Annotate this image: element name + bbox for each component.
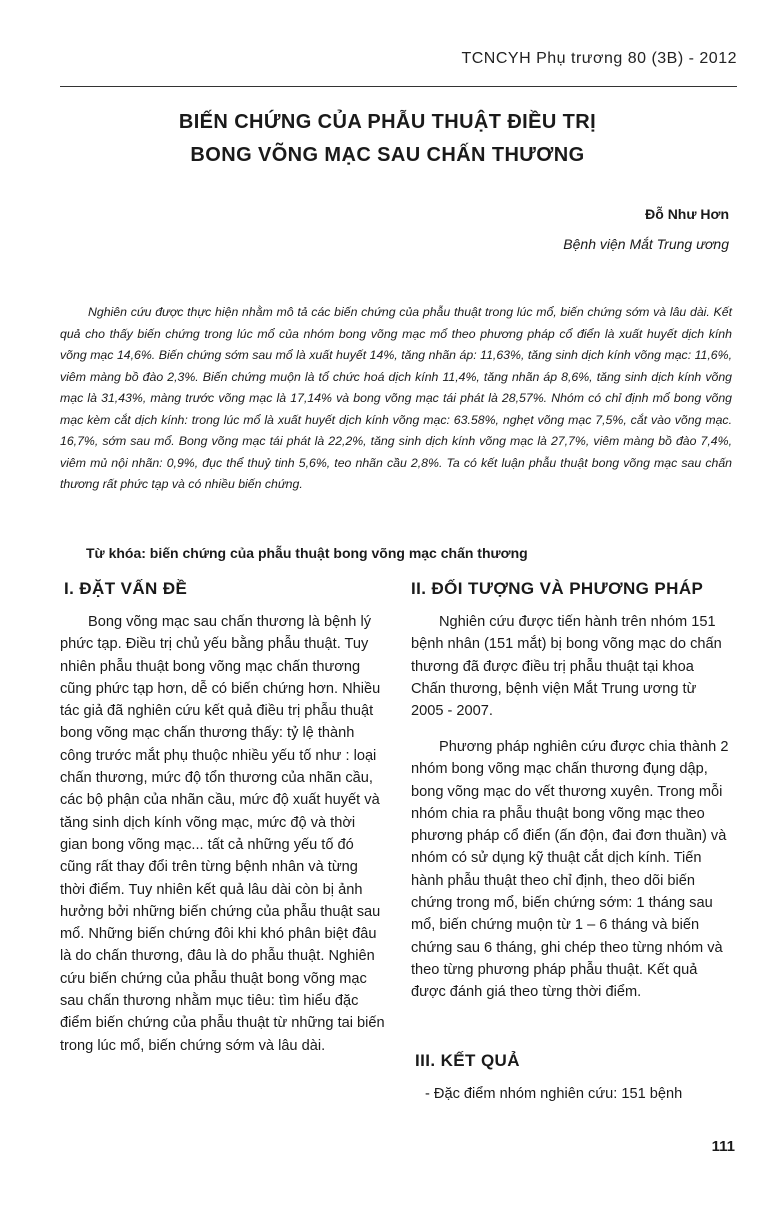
section-heading-results: III. KẾT QUẢ — [415, 1051, 520, 1070]
intro-paragraph: Bong võng mạc sau chấn thương là bệnh lý phức tạp. Điều trị chủ yếu bằng phẫu thuật. Tuy nhiên phẫu thuật bong võng mạc chấn thương cũng phức tạp hơn, dễ có biến chứng hơn. Nhiều tác giả đã nghiên cứu kết quả điều trị phẫu thuật bong võng mạc chấn thương thấy: tỷ lệ thành công trước mắt phụ thuộc nhiều yếu tố như : loại chấn thương, mức độ tổn thương của nhãn cầu, các bộ phận của nhãn cầu, mức độ xuất huyết và tăng sinh dịch kính võng mạc, mức độ và thời gian bong võng mạc... tất cả những yếu tố đó cũng rất thay đổi trên từng bệnh nhân và từng thời điểm. Tuy nhiên kết quả lâu dài còn bị ảnh hưởng bởi những biến chứng của phẫu thuật sau mổ. Những biến chứng đôi khi khó phân biệt đâu là do chấn thương, đâu là do phẫu thuật. Nghiên cứu biến chứng của phẫu thuật bong võng mạc sau chấn thương nhằm mục tiêu: tìm hiểu đặc điểm biến chứng của phẫu thuật từ những tai biến trong lúc mổ, biến chứng sớm và lâu dài. — [60, 614, 385, 1054]
header-divider — [60, 86, 737, 87]
results-paragraph: - Đặc điểm nhóm nghiên cứu: 151 bệnh — [425, 1086, 683, 1102]
abstract: Nghiên cứu được thực hiện nhằm mô tả các biến chứng của phẫu thuật trong lúc mổ, biến chứng sớm và lâu dài. Kết quả cho thấy biến chứng trong lúc mổ của nhóm bong võng mạc mổ theo phương pháp cổ điển là xuất huyết dịch kính võng mạc 14,6%. Biến chứng sớm sau mổ là xuất huyết 14%, tăng nhãn áp: 11,63%, tăng sinh dịch kính võng mạc: 11,6%, viêm màng bồ đào 2,3%. Biến chứng muộn là tổ chức hoá dịch kính 11,4%, tăng nhãn áp 8,6%, tăng sinh dịch kính võng mạc là 31,43%, màng trước võng mạc là 17,14% và bong võng mạc tái phát là 28,57%. Nhóm có chỉ định mổ bong võng mạc kèm cắt dịch kính: trong lúc mổ là xuất huyết dịch kính võng mạc: 63.58%, nghẹt võng mạc 7,5%, cắt vào võng mạc. 16,7%, sớm sau mổ. Bong võng mạc tái phát là 22,2%, tăng sinh dịch kính võng mạc là 27,7%, viêm màng bồ đào 7,4%, viêm mủ nội nhãn: 0,9%, đục thể thuỷ tinh 5,6%, teo nhãn cầu 2,8%. Ta có kết luận phẫu thuật bong võng mạc sau chấn thương rất phức tạp và có nhiều biến chứng. — [60, 305, 732, 491]
title-line-1: BIẾN CHỨNG CỦA PHẪU THUẬT ĐIỀU TRỊ — [178, 111, 597, 133]
section-heading-intro: I. ĐẶT VẤN ĐỀ — [64, 579, 188, 598]
keywords: Từ khóa: biến chứng của phẫu thuật bong võng mạc chấn thương — [86, 545, 528, 561]
section-heading-methods: II. ĐỐI TƯỢNG VÀ PHƯƠNG PHÁP — [411, 579, 704, 598]
author-name: Đỗ Như Hơn — [645, 206, 729, 222]
methods-paragraph-1: Nghiên cứu được tiến hành trên nhóm 151 bệnh nhân (151 mắt) bị bong võng mạc do chấn thương đã được điều trị phẫu thuật tại khoa Chấn thương, bệnh viện Mắt Trung ương từ 2005 - 2007. — [411, 614, 722, 720]
methods-paragraph-2: Phương pháp nghiên cứu được chia thành 2 nhóm bong võng mạc chấn thương đụng dập, bong võng mạc do vết thương xuyên. Trong mỗi nhóm chia ra phẫu thuật bong võng mạc theo phương pháp cổ điển (ấn độn, đai đơn thuần) và nhóm có sử dụng kỹ thuật cắt dịch kính. Tiến hành phẫu thuật theo chỉ định, theo dõi biến chứng trong mổ, biến chứng sớm: 1 tháng sau mổ, biến chứng muộn từ 1 – 6 tháng và biến chứng sau 6 tháng, ghi chép theo từng nhóm và theo từng phương pháp phẫu thuật. Kết quả được đánh giá theo từng thời điểm. — [411, 739, 729, 1001]
author-affiliation: Bệnh viện Mắt Trung ương — [563, 236, 729, 252]
title-line-2: BONG VÕNG MẠC SAU CHẤN THƯƠNG — [190, 144, 585, 166]
journal-header: TCNCYH Phụ trương 80 (3B) - 2012 — [461, 50, 737, 67]
article-title — [40, 106, 735, 172]
page-number: 111 — [711, 1138, 735, 1155]
